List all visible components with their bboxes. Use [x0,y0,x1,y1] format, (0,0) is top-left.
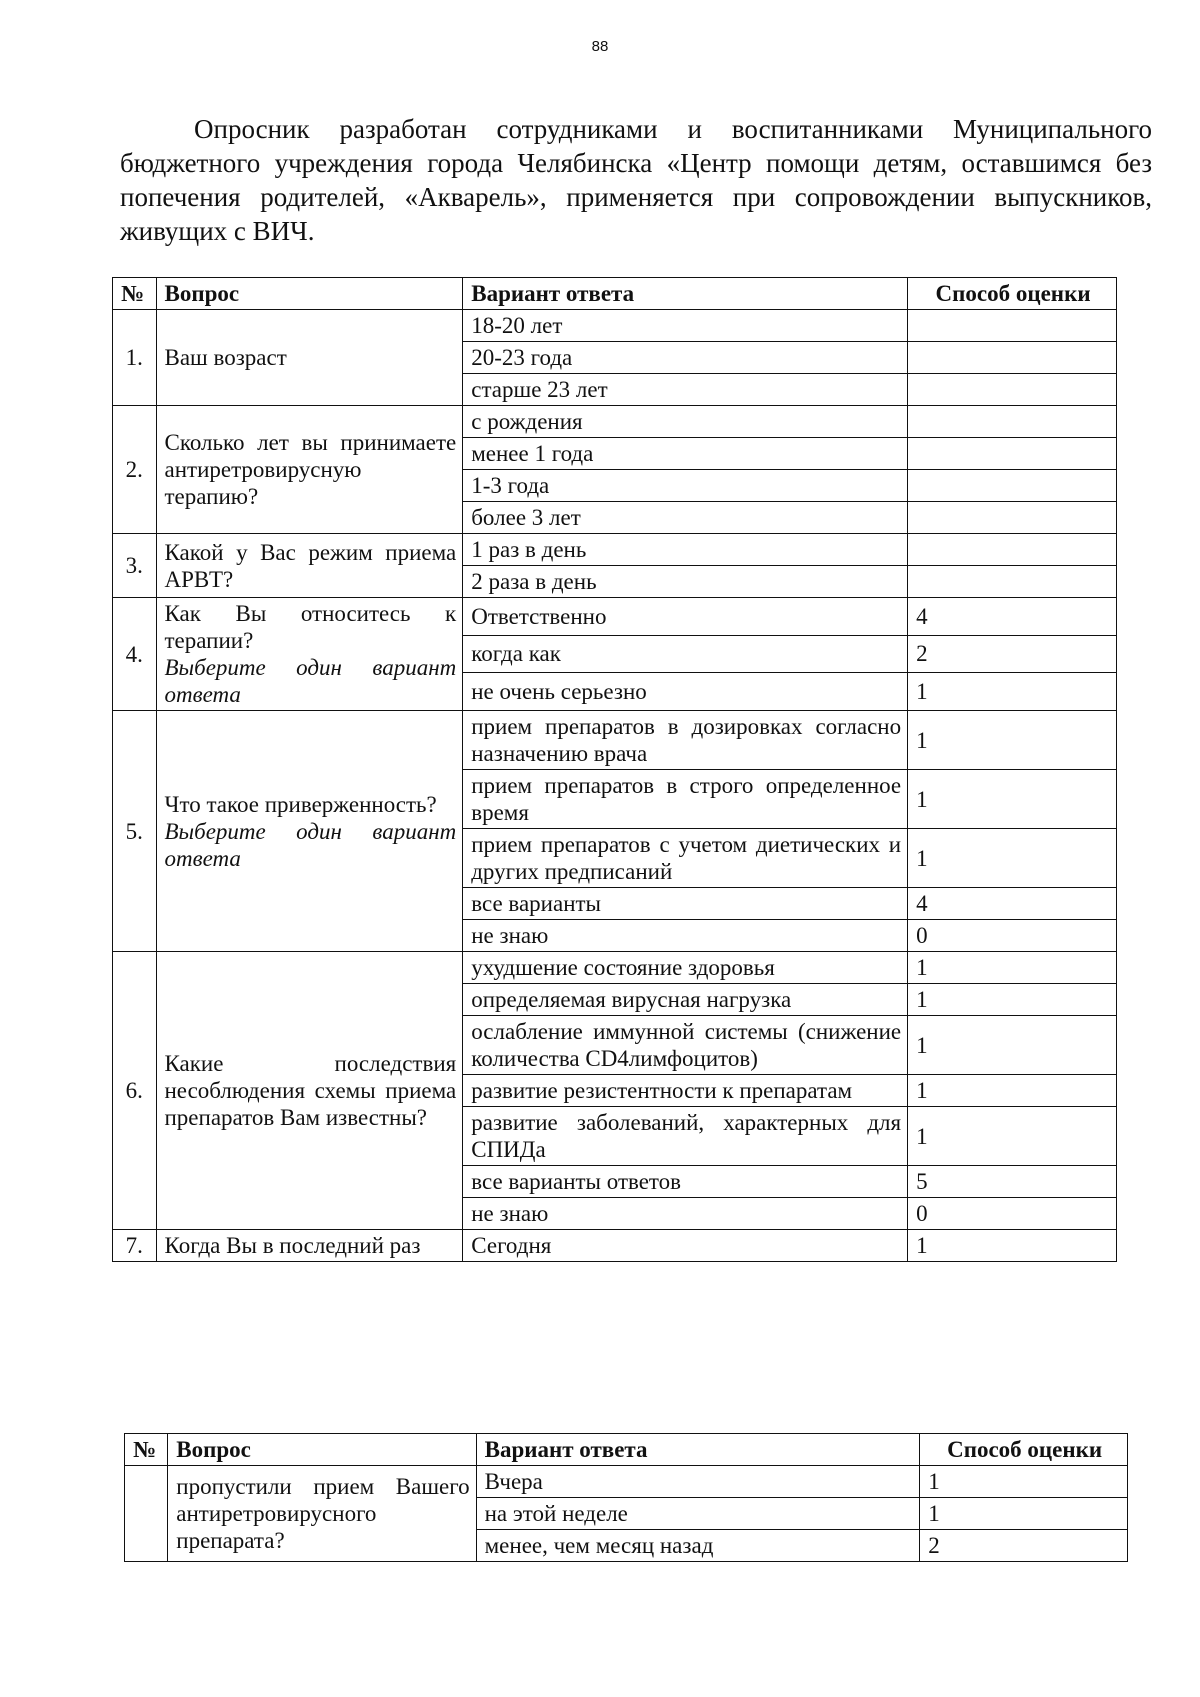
answer-score [908,502,1117,534]
question-number: 4. [113,598,157,711]
answer-option: прием препаратов в дозировках согласно назначению врача [463,711,908,770]
table-header-row [113,278,1117,310]
table-row [113,406,1117,438]
header-num: № [125,1434,168,1466]
question-cell [156,534,463,598]
question-number: 6. [113,952,157,1230]
answer-option: развитие резистентности к препаратам [463,1075,908,1107]
header-score: Способ оценки [908,278,1117,310]
answer-score [908,406,1117,438]
answer-option: ослабление иммунной системы (снижение количества CD4лимфоцитов) [463,1016,908,1075]
answer-option: 1-3 года [463,470,908,502]
question-text: Ваш возраст [164,345,287,370]
answer-score: 4 [908,598,1117,636]
answer-score [908,342,1117,374]
table-body [125,1466,1128,1562]
table-row [113,598,1117,636]
answer-score: 1 [908,1016,1117,1075]
question-cell [168,1466,476,1562]
answer-option: с рождения [463,406,908,438]
answer-option: 20-23 года [463,342,908,374]
header-num: № [113,278,157,310]
answer-score: 1 [920,1466,1128,1498]
answer-option: Вчера [476,1466,920,1498]
question-text: Как Вы относитесь к терапии? [164,601,457,653]
question-number: 1. [113,310,157,406]
question-hint: Выберите один вариант ответа [164,818,457,871]
question-cell [156,1230,463,1262]
answer-option: все варианты ответов [463,1166,908,1198]
question-cell [156,952,463,1230]
question-text: Какие последствия несоблюдения схемы приема препаратов Вам известны? [164,1051,457,1130]
answer-score: 5 [908,1166,1117,1198]
table-body [113,310,1117,1262]
answer-score [908,374,1117,406]
question-text: Когда Вы в последний раз [164,1233,421,1258]
answer-score [908,470,1117,502]
table-row [125,1466,1128,1498]
answer-option: развитие заболеваний, характерных для СПИДа [463,1107,908,1166]
answer-option: ухудшение состояние здоровья [463,952,908,984]
header-question: Вопрос [156,278,463,310]
answer-option: старше 23 лет [463,374,908,406]
header-answer: Вариант ответа [476,1434,920,1466]
answer-option: прием препаратов с учетом диетических и других предписаний [463,829,908,888]
answer-score: 0 [908,920,1117,952]
answer-option: менее, чем месяц назад [476,1530,920,1562]
answer-score [908,566,1117,598]
question-text: пропустили прием Вашего антиретровирусного препарата? [176,1474,470,1553]
question-text: Сколько лет вы принимаете антиретровирусную терапию? [164,430,457,509]
answer-option: 1 раз в день [463,534,908,566]
answer-option: 2 раза в день [463,566,908,598]
answer-option: когда как [463,635,908,673]
questionnaire-table-continued [124,1433,1128,1562]
answer-score: 2 [920,1530,1128,1562]
answer-score: 1 [908,770,1117,829]
table-row [113,1230,1117,1262]
table-row [113,711,1117,770]
question-number: 2. [113,406,157,534]
answer-option: 18-20 лет [463,310,908,342]
answer-score: 1 [908,711,1117,770]
question-cell [156,598,463,711]
header-score: Способ оценки [920,1434,1128,1466]
header-answer: Вариант ответа [463,278,908,310]
answer-score: 4 [908,888,1117,920]
answer-option: Ответственно [463,598,908,636]
table-row [113,952,1117,984]
questionnaire-table [112,277,1117,1262]
question-cell [156,406,463,534]
question-hint: Выберите один вариант ответа [164,655,457,707]
answer-score: 1 [908,1230,1117,1262]
intro-paragraph: Опросник разработан сотрудниками и воспитанниками Муниципального бюджетного учреждения города Челябинска «Центр помощи детям, оставшимся без попечения родителей, «Акварель», применяется при сопровождении выпускников, живущих с ВИЧ. [120,114,1152,246]
answer-option: прием препаратов в строго определенное время [463,770,908,829]
table-row [113,310,1117,342]
answer-score [908,310,1117,342]
answer-option: не знаю [463,920,908,952]
answer-option: не очень серьезно [463,673,908,711]
question-text: Какой у Вас режим приема АРВТ? [164,539,457,592]
answer-option: определяемая вирусная нагрузка [463,984,908,1016]
page-number: 88 [591,38,609,55]
answer-score: 1 [908,952,1117,984]
answer-score: 1 [908,1107,1117,1166]
table-row [113,534,1117,566]
question-cell [156,711,463,952]
answer-option: не знаю [463,1198,908,1230]
answer-option: более 3 лет [463,502,908,534]
header-question: Вопрос [168,1434,476,1466]
answer-option: на этой неделе [476,1498,920,1530]
question-number [125,1466,168,1562]
answer-score [908,534,1117,566]
question-number: 5. [113,711,157,952]
answer-option: менее 1 года [463,438,908,470]
answer-score: 0 [908,1198,1117,1230]
question-text: Что такое приверженность? [164,791,437,817]
table-header-row [125,1434,1128,1466]
answer-score: 1 [908,984,1117,1016]
question-cell [156,310,463,406]
answer-score [908,438,1117,470]
answer-score: 1 [908,1075,1117,1107]
answer-score: 1 [920,1498,1128,1530]
answer-option: все варианты [463,888,908,920]
answer-score: 2 [908,635,1117,673]
answer-option: Сегодня [463,1230,908,1262]
question-number: 7. [113,1230,157,1262]
answer-score: 1 [908,829,1117,888]
answer-score: 1 [908,673,1117,711]
question-number: 3. [113,534,157,598]
